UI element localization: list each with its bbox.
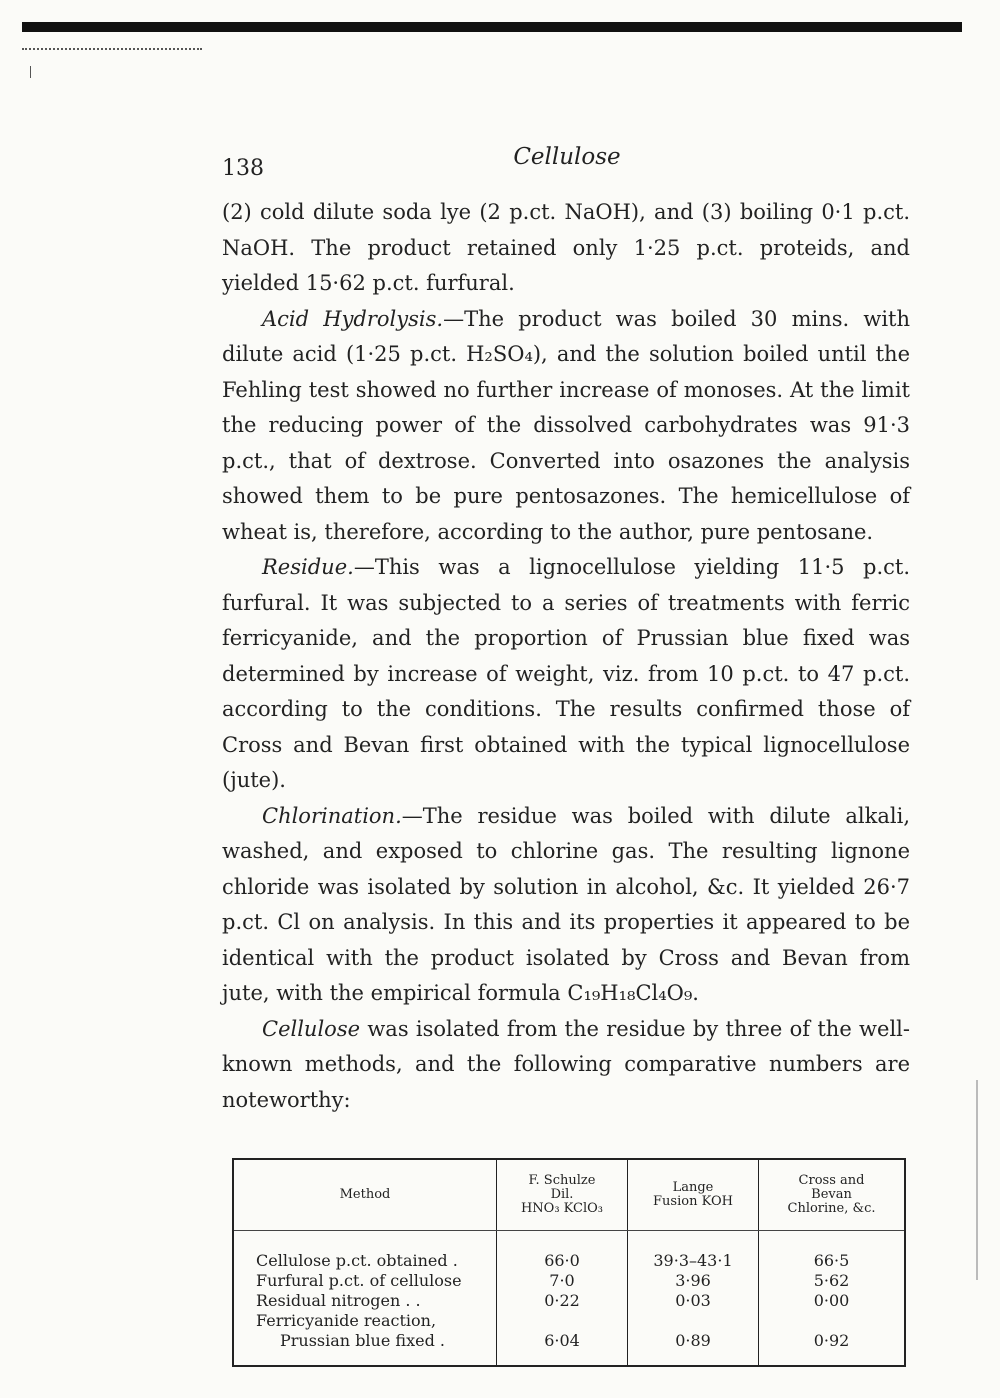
scan-edge-shadow	[976, 1080, 978, 1280]
table-row: Cellulose p.ct. obtained . 66·0 39·3–43·1 66·5	[233, 1231, 905, 1272]
scan-border-top	[22, 22, 962, 32]
page-number: 138	[222, 156, 264, 181]
scan-artifact-mark	[30, 66, 31, 78]
table-row: Residual nitrogen . . 0·22 0·03 0·00	[233, 1291, 905, 1311]
body-text	[222, 195, 910, 1118]
scan-artifact	[22, 48, 202, 53]
header-cross-bevan: Cross and Bevan Chlorine, &c.	[759, 1159, 906, 1231]
paragraph-lead: Cellulose	[262, 1016, 361, 1041]
table-row: Prussian blue fixed . 6·04 0·89 0·92	[233, 1331, 905, 1366]
paragraph: (2) cold dilute soda lye (2 p.ct. NaOH), and (3) boiling 0·1 p.ct. NaOH. The product retained only 1·25 p.ct. proteids, and yielded 15·62 p.ct. furfural.	[222, 200, 910, 295]
page-header	[222, 144, 912, 184]
paragraph-acid-hydrolysis: Acid Hydrolysis.—The product was boiled 30 mins. with dilute acid (1·25 p.ct. H₂SO₄), and the solution boiled until the Fehling test showed no further increase of monoses. At the limit the reducing power of the dissolved carbohydrates was 91·3 p.ct., that of dextrose. Converted into osazones the analysis showed them to be pure pentosazones. The hemicellulose of wheat is, therefore, according to the author, pure pentosane.	[222, 306, 911, 544]
comparison-table	[232, 1158, 906, 1367]
table-row: Furfural p.ct. of cellulose 7·0 3·96 5·62	[233, 1271, 905, 1291]
paragraph-chlorination: Chlorination.—The residue was boiled with dilute alkali, washed, and exposed to chlorine gas. The resulting lignone chloride was isolated by solution in alcohol, &c. It yielded 26·7 p.ct. Cl on analysis. In this and its properties it appeared to be identical with the product isolated by Cross and Bevan from jute, with the empirical formula C₁₉H₁₈Cl₄O₉.	[222, 803, 910, 1005]
header-schulze: F. Schulze Dil. HNO₃ KClO₃	[497, 1159, 628, 1231]
table-header-row	[233, 1159, 905, 1231]
running-title: Cellulose	[513, 144, 621, 170]
header-lange: Lange Fusion KOH	[628, 1159, 759, 1231]
paragraph-lead: Chlorination.	[262, 803, 402, 828]
header-method: Method	[233, 1159, 497, 1231]
paragraph-cellulose: Cellulose was isolated from the residue by three of the well-known methods, and the following comparative numbers are noteworthy:	[222, 1016, 910, 1112]
table-row: Ferricyanide reaction,	[233, 1311, 905, 1331]
paragraph-lead: Acid Hydrolysis.	[262, 306, 444, 331]
paragraph-lead: Residue.	[262, 555, 354, 579]
paragraph-residue: Residue.—This was a lignocellulose yielding 11·5 p.ct. furfural. It was subjected to a series of treatments with ferric ferricyanide, and the proportion of Prussian blue fixed was determined by increase of weight, viz. from 10 p.ct. to 47 p.ct. according to the conditions. The results confirmed those of Cross and Bevan first obtained with the typical lignocellulose (jute).	[222, 555, 910, 792]
